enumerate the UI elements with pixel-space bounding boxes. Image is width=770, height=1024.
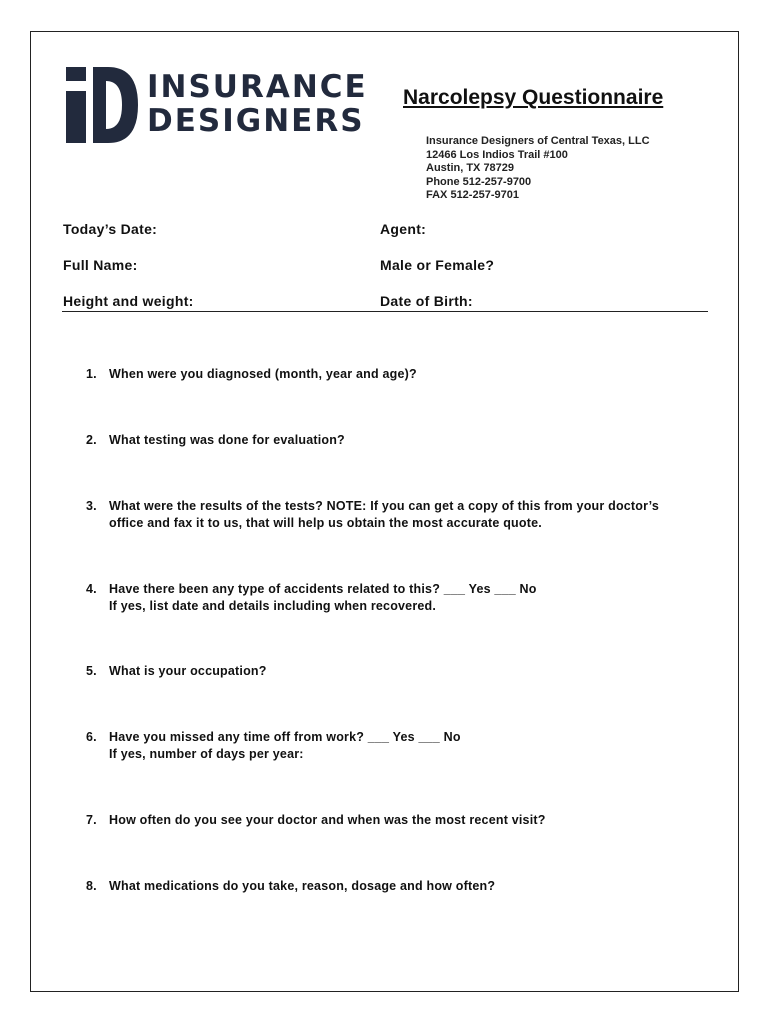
question-text: What were the results of the tests? NOTE: If you can get a copy of this from your doctor’s <box>109 499 660 513</box>
question-number: 2. <box>86 433 97 447</box>
company-address-block <box>426 135 650 203</box>
question-number: 7. <box>86 813 97 827</box>
question-number: 4. <box>86 582 97 596</box>
agent-label: Agent: <box>380 221 427 237</box>
question-text-line-2: If yes, list date and details including when recovered. <box>109 599 437 613</box>
full-name-label: Full Name: <box>63 257 138 273</box>
question-text: What is your occupation? <box>109 664 267 678</box>
logo-line-2: DESIGNERS <box>147 103 365 139</box>
question-text: How often do you see your doctor and when was the most recent visit? <box>109 813 546 827</box>
height-weight-label: Height and weight: <box>63 293 194 309</box>
question-text: What medications do you take, reason, dosage and how often? <box>109 879 496 893</box>
question-number: 8. <box>86 879 97 893</box>
question-text-line-2: office and fax it to us, that will help us obtain the most accurate quote. <box>109 516 542 530</box>
question-number: 5. <box>86 664 97 678</box>
todays-date-label: Today’s Date: <box>63 221 158 237</box>
company-name: Insurance Designers of Central Texas, LLC <box>426 135 650 147</box>
question-number: 6. <box>86 730 97 744</box>
question-text: When were you diagnosed (month, year and age)? <box>109 367 417 381</box>
date-of-birth-label: Date of Birth: <box>380 293 473 309</box>
question-text: What testing was done for evaluation? <box>109 433 345 447</box>
company-street: 12466 Los Indios Trail #100 <box>426 148 568 161</box>
question-text: Have there been any type of accidents related to this? ___ Yes ___ No <box>109 582 537 596</box>
question-text-line-2: If yes, number of days per year: <box>109 747 304 761</box>
logo-wordmark <box>147 70 368 138</box>
sex-label: Male or Female? <box>380 257 495 273</box>
company-fax: FAX 512-257-9701 <box>426 189 519 202</box>
page-title: Narcolepsy Questionnaire <box>403 86 664 109</box>
header-divider <box>62 311 708 312</box>
company-city: Austin, TX 78729 <box>426 162 515 175</box>
question-number: 1. <box>86 367 97 381</box>
question-text: Have you missed any time off from work? ___ Yes ___ No <box>109 730 461 744</box>
company-phone: Phone 512-257-9700 <box>426 175 532 188</box>
logo-line-1: INSURANCE <box>147 69 368 105</box>
question-number: 3. <box>86 499 97 513</box>
